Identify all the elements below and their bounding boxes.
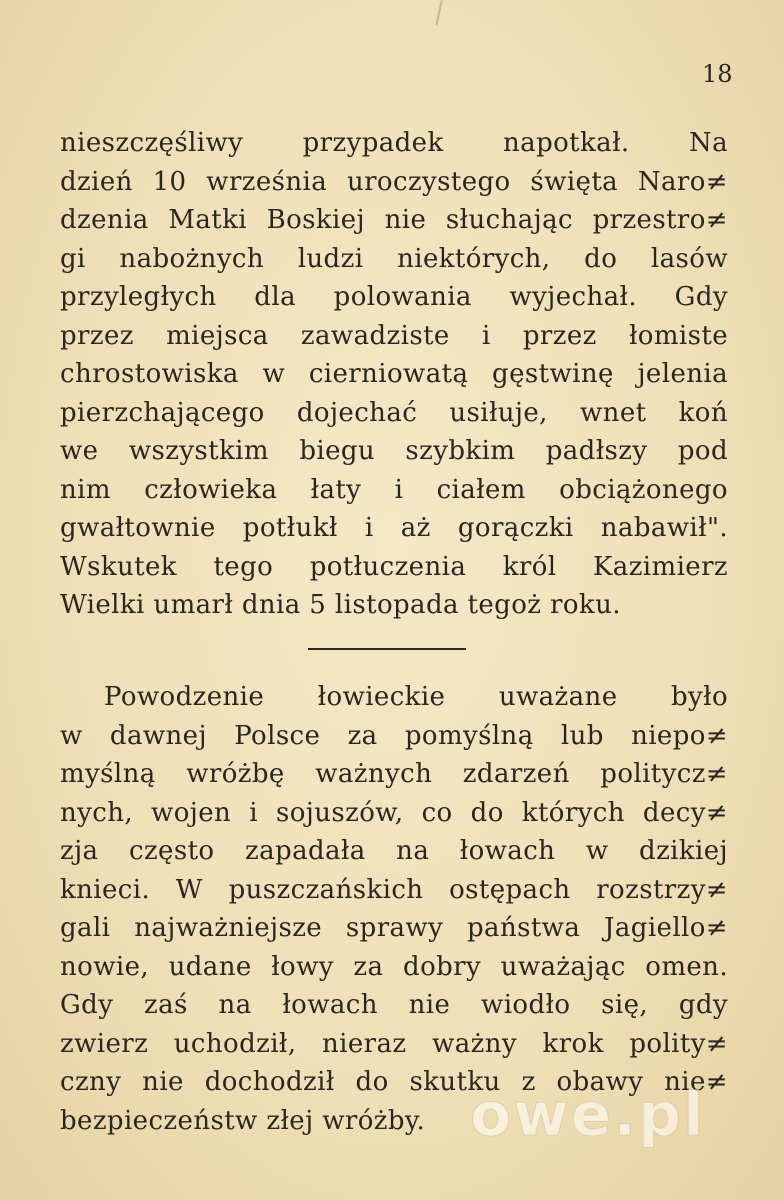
text-line: przyległych dla polowania wyjechał. Gdy [60, 282, 728, 312]
page-number: 18 [702, 60, 733, 88]
text-line: Wskutek tego potłuczenia król Kazimierz [60, 551, 728, 582]
text-line: Powodzenie łowieckie uważane było [104, 682, 728, 712]
paragraph-2 [60, 678, 728, 1140]
text-line: nim człowieka łaty i ciałem obciążonego [60, 474, 728, 505]
text-line: myślną wróżbę ważnych zdarzeń politycz≠ [60, 759, 728, 789]
text-line: Gdy zaś na łowach nie wiodło się, gdy [60, 990, 728, 1020]
paragraph-1 [60, 124, 728, 625]
text-line: nowie, udane łowy za dobry uważając omen. [60, 951, 728, 982]
paper-crease [435, 0, 442, 26]
text-line: we wszystkim biegu szybkim padłszy pod [60, 436, 728, 466]
text-line: dzień 10 września uroczystego święta Naro≠ [60, 166, 728, 197]
text-line: knieci. W puszczańskich ostępach rozstrzy≠ [60, 874, 728, 905]
text-line: gali najważniejsze sprawy państwa Jagiello≠ [60, 913, 728, 943]
text-line: dzenia Matki Boskiej nie słuchając przestro≠ [60, 205, 728, 235]
text-line: pierzchającego dojechać usiłuje, wnet koń [60, 397, 728, 428]
section-divider [308, 648, 466, 650]
text-line: gwałtownie potłukł i aż gorączki nabawił". [60, 513, 728, 543]
text-line: chrostowiska w cierniowatą gęstwinę jelenia [60, 359, 728, 389]
text-line: nieszczęśliwy przypadek napotkał. Na [60, 128, 728, 158]
text-line: Wielki umarł dnia 5 listopada tegoż roku. [60, 590, 621, 620]
text-line: w dawnej Polsce za pomyślną lub niepo≠ [60, 720, 728, 751]
text-line: bezpieczeństw złej wróżby. [60, 1105, 426, 1136]
text-line: gi nabożnych ludzi niektórych, do lasów [60, 243, 728, 274]
watermark: owe.pl [470, 1080, 706, 1150]
text-line: zja często zapadała na łowach w dzikiej [60, 836, 728, 866]
text-line: przez miejsca zawadziste i przez łomiste [60, 320, 728, 351]
text-line: zwierz uchodził, nieraz ważny krok polity≠ [60, 1028, 728, 1059]
text-line: czny nie dochodził do skutku z obawy nie≠ [60, 1067, 728, 1097]
text-line: nych, wojen i sojuszów, co do których decy≠ [60, 797, 728, 828]
